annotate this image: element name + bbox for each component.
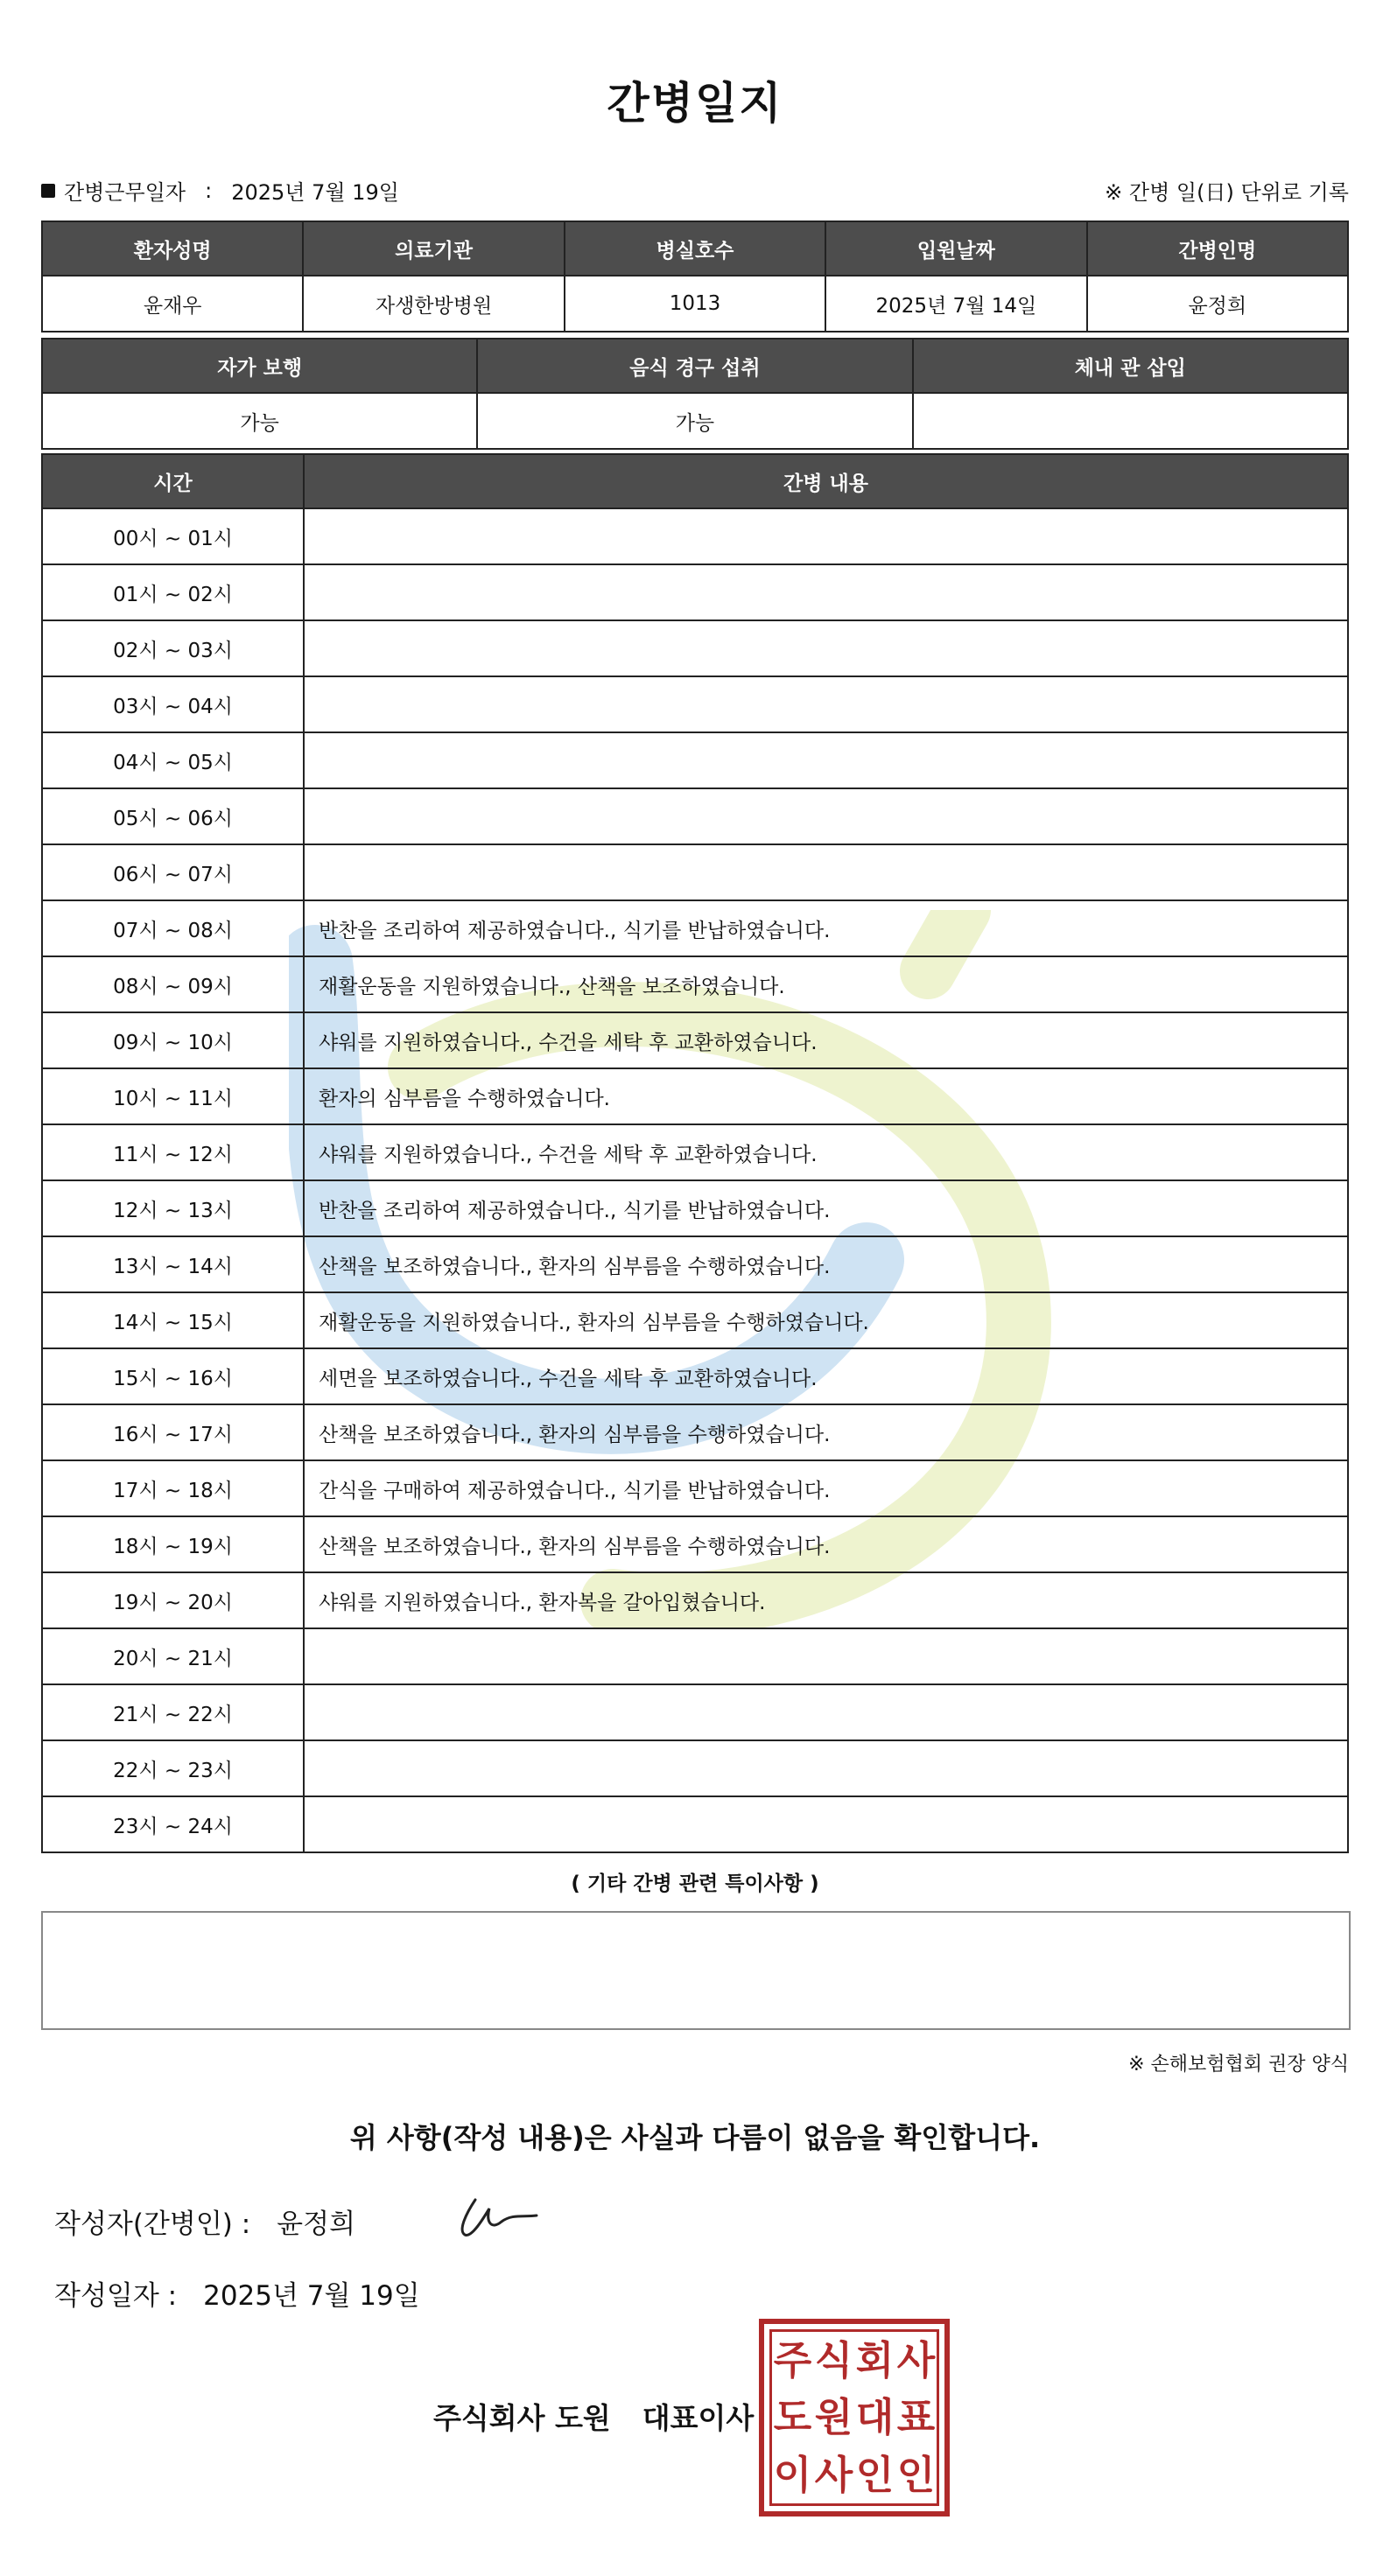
log-content (304, 1684, 1348, 1740)
log-row (42, 900, 1348, 956)
log-row (42, 1516, 1348, 1572)
seal-char: 원 (814, 2394, 853, 2441)
seal-char: 대 (855, 2394, 895, 2441)
log-row (42, 564, 1348, 620)
log-time: 22시 ~ 23시 (42, 1740, 304, 1796)
record-note: ※ 간병 일(日) 단위로 기록 (1105, 180, 1349, 205)
log-row (42, 508, 1348, 564)
seal-char: 인 (896, 2451, 936, 2498)
log-time: 02시 ~ 03시 (42, 620, 304, 676)
patient-header-row (42, 221, 1348, 276)
log-content (304, 732, 1348, 788)
seal-char: 사 (896, 2337, 936, 2384)
company-seal (759, 2319, 950, 2516)
log-time: 01시 ~ 02시 (42, 564, 304, 620)
header-patient-name: 환자성명 (42, 221, 303, 276)
self-walking-value: 가능 (42, 393, 477, 449)
log-time: 15시 ~ 16시 (42, 1348, 304, 1404)
patient-name: 윤재우 (42, 276, 303, 332)
caregiver-name: 윤정희 (1087, 276, 1348, 332)
log-time: 19시 ~ 20시 (42, 1572, 304, 1628)
log-content (304, 620, 1348, 676)
log-content: 간식을 구매하여 제공하였습니다., 식기를 반납하였습니다. (304, 1460, 1348, 1516)
log-time: 10시 ~ 11시 (42, 1068, 304, 1124)
log-row (42, 1628, 1348, 1684)
log-content: 반찬을 조리하여 제공하였습니다., 식기를 반납하였습니다. (304, 1180, 1348, 1236)
patient-info-table (41, 220, 1349, 332)
writer-label: 작성자(간병인) : (54, 2208, 251, 2240)
seal-char: 표 (896, 2394, 936, 2441)
log-time: 18시 ~ 19시 (42, 1516, 304, 1572)
log-row (42, 956, 1348, 1012)
tube-insertion-value (913, 393, 1348, 449)
log-time: 12시 ~ 13시 (42, 1180, 304, 1236)
header-caregiver: 간병인명 (1087, 221, 1348, 276)
notes-title: ( 기타 간병 관련 특이사항 ) (571, 1872, 819, 1895)
writer-name: 윤정희 (277, 2208, 356, 2240)
notes-box (41, 1911, 1351, 2030)
header-time: 시간 (42, 454, 304, 508)
log-row (42, 1404, 1348, 1460)
log-row (42, 1292, 1348, 1348)
log-row (42, 1124, 1348, 1180)
log-content (304, 564, 1348, 620)
log-content: 재활운동을 지원하였습니다., 환자의 심부름을 수행하였습니다. (304, 1292, 1348, 1348)
log-time: 00시 ~ 01시 (42, 508, 304, 564)
form-footnote: ※ 손해보험협회 권장 양식 (1128, 2054, 1349, 2076)
company-signature (433, 2396, 754, 2437)
header-care-content: 간병 내용 (304, 454, 1348, 508)
log-time: 17시 ~ 18시 (42, 1460, 304, 1516)
log-row (42, 1236, 1348, 1292)
log-content (304, 788, 1348, 844)
log-row (42, 1068, 1348, 1124)
admission-date: 2025년 7월 14일 (825, 276, 1086, 332)
seal-char: 주 (773, 2337, 812, 2384)
header-oral-intake: 음식 경구 섭취 (477, 339, 912, 393)
seal-char: 회 (855, 2337, 895, 2384)
work-date-label: 간병근무일자 (64, 180, 186, 205)
log-content: 반찬을 조리하여 제공하였습니다., 식기를 반납하였습니다. (304, 900, 1348, 956)
log-row (42, 844, 1348, 900)
written-date-value: 2025년 7월 19일 (203, 2280, 420, 2312)
writer-line (54, 2202, 355, 2241)
log-row (42, 620, 1348, 676)
log-content (304, 508, 1348, 564)
log-time: 05시 ~ 06시 (42, 788, 304, 844)
log-content: 샤워를 지원하였습니다., 수건을 세탁 후 교환하였습니다. (304, 1124, 1348, 1180)
log-content (304, 1628, 1348, 1684)
log-content: 재활운동을 지원하였습니다., 산책을 보조하였습니다. (304, 956, 1348, 1012)
log-content: 샤워를 지원하였습니다., 수건을 세탁 후 교환하였습니다. (304, 1012, 1348, 1068)
log-time: 16시 ~ 17시 (42, 1404, 304, 1460)
company-name: 주식회사 도원 (433, 2401, 611, 2435)
log-row (42, 788, 1348, 844)
log-content: 세면을 보조하였습니다., 수건을 세탁 후 교환하였습니다. (304, 1348, 1348, 1404)
patient-value-row (42, 276, 1348, 332)
work-date-separator: : (205, 178, 213, 203)
log-time: 13시 ~ 14시 (42, 1236, 304, 1292)
log-row (42, 1572, 1348, 1628)
meta-row (41, 175, 1349, 206)
seal-char: 사 (814, 2451, 853, 2498)
status-value-row (42, 393, 1348, 449)
room-number: 1013 (565, 276, 825, 332)
log-content: 산책을 보조하였습니다., 환자의 심부름을 수행하였습니다. (304, 1516, 1348, 1572)
log-content: 산책을 보조하였습니다., 환자의 심부름을 수행하였습니다. (304, 1236, 1348, 1292)
page-title: 간병일지 (607, 78, 783, 129)
log-row (42, 1460, 1348, 1516)
care-log-table (41, 453, 1349, 1853)
patient-status-table (41, 338, 1349, 450)
written-date-line (54, 2273, 420, 2313)
log-time: 11시 ~ 12시 (42, 1124, 304, 1180)
log-row (42, 1180, 1348, 1236)
log-time: 09시 ~ 10시 (42, 1012, 304, 1068)
seal-char: 인 (855, 2451, 895, 2498)
log-time: 23시 ~ 24시 (42, 1796, 304, 1852)
log-time: 07시 ~ 08시 (42, 900, 304, 956)
seal-char: 식 (814, 2337, 853, 2384)
log-row (42, 1740, 1348, 1796)
work-date-value: 2025년 7월 19일 (231, 180, 399, 205)
log-content (304, 676, 1348, 732)
log-time: 03시 ~ 04시 (42, 676, 304, 732)
log-header-row (42, 454, 1348, 508)
confirmation-statement: 위 사항(작성 내용)은 사실과 다름이 없음을 확인합니다. (349, 2121, 1041, 2154)
header-tube-insertion: 체내 관 삽입 (913, 339, 1348, 393)
header-self-walking: 자가 보행 (42, 339, 477, 393)
signature-icon (440, 2182, 563, 2244)
hospital-name: 자생한방병원 (303, 276, 564, 332)
header-admission-date: 입원날짜 (825, 221, 1086, 276)
header-hospital: 의료기관 (303, 221, 564, 276)
bullet-icon (41, 184, 55, 198)
log-row (42, 732, 1348, 788)
log-content (304, 1796, 1348, 1852)
log-time: 08시 ~ 09시 (42, 956, 304, 1012)
seal-char: 도 (773, 2394, 812, 2441)
written-date-label: 작성일자 : (54, 2280, 178, 2312)
work-date (41, 175, 399, 206)
log-row (42, 676, 1348, 732)
log-time: 14시 ~ 15시 (42, 1292, 304, 1348)
log-content (304, 844, 1348, 900)
log-body (42, 508, 1348, 1852)
log-row (42, 1012, 1348, 1068)
log-row (42, 1684, 1348, 1740)
seal-grid (769, 2329, 939, 2506)
log-time: 06시 ~ 07시 (42, 844, 304, 900)
log-content: 샤워를 지원하였습니다., 환자복을 갈아입혔습니다. (304, 1572, 1348, 1628)
log-content (304, 1740, 1348, 1796)
log-content: 환자의 심부름을 수행하였습니다. (304, 1068, 1348, 1124)
seal-char: 이 (773, 2451, 812, 2498)
header-room: 병실호수 (565, 221, 825, 276)
status-header-row (42, 339, 1348, 393)
company-role: 대표이사 (642, 2401, 755, 2435)
log-row (42, 1348, 1348, 1404)
log-time: 04시 ~ 05시 (42, 732, 304, 788)
log-content: 산책을 보조하였습니다., 환자의 심부름을 수행하였습니다. (304, 1404, 1348, 1460)
log-time: 20시 ~ 21시 (42, 1628, 304, 1684)
log-time: 21시 ~ 22시 (42, 1684, 304, 1740)
log-row (42, 1796, 1348, 1852)
oral-intake-value: 가능 (477, 393, 912, 449)
